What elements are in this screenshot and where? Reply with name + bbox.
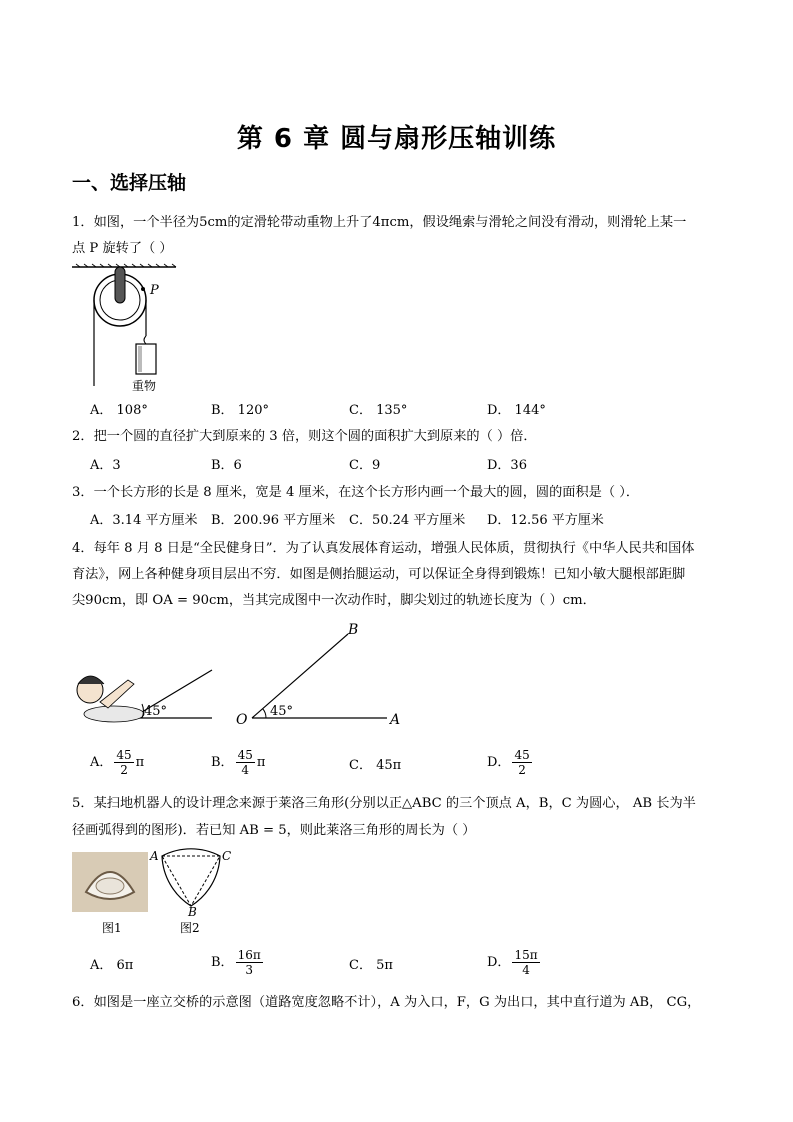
q2-text: 2．把一个圆的直径扩大到原来的 3 倍，则这个圆的面积扩大到原来的（ ）倍．	[72, 429, 537, 444]
q3-option-a[interactable]: A．3.14 平方厘米	[90, 513, 198, 528]
q4-text-line2: 育法》，网上各种健身项目层出不穷．如图是侧抬腿运动，可以保证全身得到锻炼！已知小敏大腿根部距脚	[72, 567, 686, 582]
q5-option-c[interactable]: C． 5π	[349, 958, 393, 973]
q5-option-b-label: B．	[211, 955, 234, 970]
q1-option-a[interactable]: A． 108°	[90, 403, 148, 418]
page-title: 第 6 章 圆与扇形压轴训练	[236, 124, 557, 154]
weight-label: 重物	[132, 379, 157, 393]
q1-text-line1: 1．如图，一个半径为5cm的定滑轮带动重物上升了4πcm，假设绳索与滑轮之间没有滑动，则滑轮上某一	[72, 215, 687, 230]
q4-text-line3: 尖90cm，即 OA = 90cm，当其完成图中一次动作时，脚尖划过的轨迹长度为（ ）cm．	[72, 593, 596, 608]
q4-option-d-label: D．	[487, 755, 511, 770]
q4-option-d-fraction: $\frac{45}{2}$	[514, 748, 530, 777]
point-o-label: O	[236, 712, 248, 728]
q4-option-a-fraction: $\frac{45}{2}$	[116, 748, 132, 777]
leg-raise-figure	[72, 662, 222, 732]
q3-option-c[interactable]: C．50.24 平方厘米	[349, 513, 466, 528]
figure2-caption: 图2	[180, 921, 200, 935]
section-heading: 一、选择压轴	[72, 172, 187, 194]
q4-option-a-label: A．	[90, 755, 113, 770]
q4-option-a[interactable]: A． $\frac{45}{2}$ π	[90, 748, 145, 777]
q5-option-d-label: D．	[487, 955, 511, 970]
pulley-point-label: P	[150, 283, 159, 298]
reuleaux-point-c: C	[222, 849, 232, 863]
q4-option-d[interactable]	[487, 748, 534, 777]
q1-text-line2: 点 P 旋转了（ ）	[72, 241, 173, 256]
point-a-label: A	[390, 712, 401, 728]
q5-option-d-fraction: $\frac{15\pi}{4}$	[514, 948, 538, 977]
q1-option-d[interactable]: D． 144°	[487, 403, 546, 418]
q4-option-b[interactable]: B． $\frac{45}{4}$ π	[211, 748, 266, 777]
pulley-figure	[72, 264, 182, 394]
q5-option-b[interactable]	[211, 948, 265, 977]
q6-text-line1: 6．如图是一座立交桥的示意图（道路宽度忽略不计），A 为入口，F，G 为出口，其中直行道为 AB， CG，	[72, 995, 701, 1010]
q2-option-d[interactable]: D．36	[487, 458, 527, 473]
figure1-caption: 图1	[102, 921, 122, 935]
angle-label: 45°	[270, 704, 294, 719]
reuleaux-point-b: B	[188, 905, 197, 919]
q5-option-d[interactable]	[487, 948, 542, 977]
reuleaux-figure	[148, 846, 234, 936]
q4-option-b-label: B．	[211, 755, 234, 770]
point-b-label: B	[348, 622, 359, 638]
q2-option-c[interactable]: C．9	[349, 458, 381, 473]
q5-option-a[interactable]: A． 6π	[90, 958, 134, 973]
q4-option-b-fraction: $\frac{45}{4}$	[237, 748, 253, 777]
q5-option-b-fraction: $\frac{16\pi}{3}$	[237, 948, 261, 977]
q2-option-a[interactable]: A．3	[90, 458, 121, 473]
angle-aob-figure	[232, 620, 412, 732]
q3-option-b[interactable]: B．200.96 平方厘米	[211, 513, 336, 528]
q5-text-line1: 5．某扫地机器人的设计理念来源于莱洛三角形(分别以正△ABC 的三个顶点 A，B，C 为圆心， AB 长为半	[72, 796, 696, 811]
q4-text-line1: 4．每年 8 月 8 日是“全民健身日”．为了认真发展体育运动，增强人民体质，贯彻执行《中华人民共和国体	[72, 541, 695, 556]
leg-angle-label: 45°	[144, 704, 168, 719]
q2-option-b[interactable]: B．6	[211, 458, 242, 473]
q3-text: 3．一个长方形的长是 8 厘米，宽是 4 厘米，在这个长方形内画一个最大的圆，圆的面积是（ ）．	[72, 485, 640, 500]
q3-option-d[interactable]: D．12.56 平方厘米	[487, 513, 604, 528]
robot-photo-figure	[72, 852, 148, 936]
q1-option-b[interactable]: B． 120°	[211, 403, 269, 418]
q5-text-line2: 径画弧得到的图形)．若已知 AB = 5，则此莱洛三角形的周长为（ ）	[72, 823, 476, 838]
q1-option-c[interactable]: C． 135°	[349, 403, 408, 418]
q4-option-c[interactable]: C． 45π	[349, 758, 402, 773]
reuleaux-point-a: A	[150, 849, 159, 863]
